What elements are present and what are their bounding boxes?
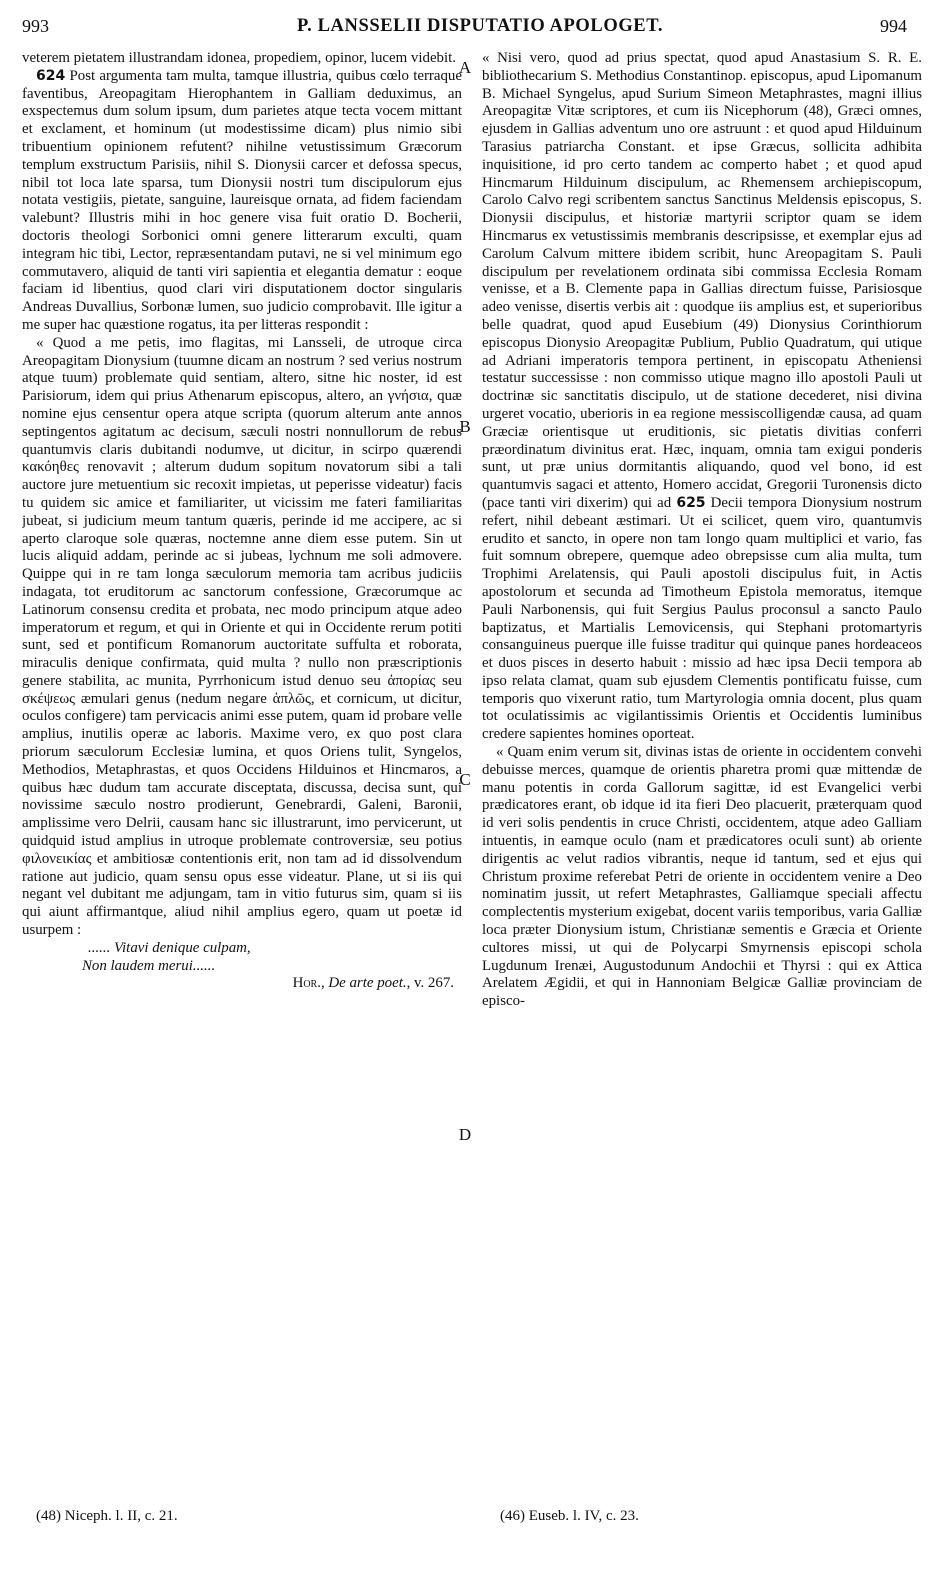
left-paragraph-2-text: Post argumenta tam multa, tamque illustria, quibus cœlo terraque faventibus, Areopagitam Hierophantem in Galliam deduximus, an exspectemus dum solum ipsum, dum parietes atque tecta vocem mittant et exclament, et hominum (ut modestissime dicam) plus nimio sibi tribuentium opinionem refutent? nihilne vetustissimum Græcorum templum exstructum Parisiis, nihil S. Dionysii carcer et defossa specus, nibil tot loca late sparsa, tum Dionysii nostri tum discipulorum ejus notata vestigiis, pietate, sanguine, laureisque ornata, ad fidem faciendam valebunt? Illustris mihi in hoc genere visa fuit oratio D. Bocherii, doctoris theologi Sorbonici omni genere litterarum exculti, quam integram hic tibi, Lector, repræsentandam putavi, ne si vel minimum ego commutavero, aliquid de tanti viri sapientia et elegantia dematur : eoque faciam id libentius, quod clari viri disputationem doctor singularis Andreas Duvallius, Sorbonæ lumen, suo judicio comprobavit. Ille igitur a me super hac quæstione rogatus, ita per litteras respondit : — [22, 67, 462, 333]
verse-line-2: Non laudem merui...... — [82, 957, 216, 974]
margin-letter-a: A — [458, 58, 472, 77]
footnote-left: (48) Niceph. l. II, c. 21. — [36, 1508, 178, 1524]
right-paragraph-1-tail: Decii tempora Dionysium nostrum refert, nihil debeant æstimari. Ut ei scilicet, quem viro, quantumvis erudito et sancto, in opere non tam longo quam multiplici et vario, fas fuit somnum obrepere, quemque adeo obrepsisse cum alia multa, tum Trophimi Arelatensis, qui Pauli apostoli discipulus fuit, in Actis apostolorum et secunda ad Timotheum Epistola memoratus, itemque Pauli Narbonensis, qui fuit Sergius Paulus proconsul a sancto Paulo baptizatus, et Martialis Lemovicensis, qui Stephani protomartyris consanguineus puerque ille fuisse traditur qui quinque panes hordeaceos et duos pisces in deserto habuit : missio ad hæc ipsa Decii tempora ab ipso relata clamat, quam sub ejusdem Clementis pontificatu fuisse, cum temporis quo vixerunt ratio, tum Martyrologia omnia docent, plus quam tot oculatissimis ac vigilantissimis Orientis et Occidentis luminibus credere sapientes homines oporteat. — [482, 494, 922, 743]
left-paragraph-1: veterem pietatem illustrandam idonea, propediem, opinor, lucem videbit. — [22, 50, 456, 66]
verse-line-1: ...... Vitavi denique culpam, — [88, 939, 251, 956]
paragraph-number-625: 625 — [676, 494, 706, 511]
paragraph-number-624: 624 — [36, 67, 66, 84]
right-paragraph-2: « Quam enim verum sit, divinas istas de oriente in occidentem convehi debuisse merces, quamque de orientis pharetra promi quæ mittendæ de manu potentis in corda Gallorum sagittæ, id est Evangelici verbi prædicatores erant, ob idque id ita fieri Deo placuerit, præterquam quod id veri solis pendentis in cruce Christi, occidentem, atque adeo Galliam intuentis, in eamque oculo (nam et prædicatores oculi sunt) ab oriente dirigentis ac velut radios vibrantis, neque id tantum, sed et ejus qui Christum proxime referebat Petri de oriente in occidentem venire a Deo nominatim jussit, ut refert Metaphrastes, Galliamque speciali affectu complectentis mysterium exigebat, docent variis temporibus, varia Galliæ loca præter Dionysium istum, Christianæ sementis e Græcia et Oriente cultores missi, ut qui de Polycarpi Smyrnensis episcopi schola Lugdunum Irenæi, Augustodunum Andochii et Thyrsi : qui ex Attica Arelatem Ægidii, et qui in Hannoniam Belgicæ Galliæ provinciam de episco- — [482, 744, 922, 1010]
verse-citation: Hor., De arte poet., v. 267. — [292, 975, 454, 992]
right-paragraph-1 — [482, 50, 922, 744]
citation-work: De arte poet. — [328, 975, 407, 992]
page-number-right: 994 — [880, 16, 907, 36]
right-paragraph-1-text: « Nisi vero, quod ad prius spectat, quod apud Anastasium S. R. E. bibliothecarium S. Methodius Constantinop. episcopus, apud Lipomanum B. Michael Syngelus, apud Surium Simeon Metaphrastes, magni illius Areopagitæ Vitæ scriptores, et cum iis Nicephorum (48), Græci omnes, ejusdem in Gallias adventum uno ore astruunt : et quod apud Hilduinum Tarasius patriarcha Constant. et ipse Græcus, sollicita adhibita inquisitione, id pro certo tandem ac comperto habet ; et quod apud Hincmarum Hilduinum discipulum, ac Rhemensem archiepiscopum, Carolo Calvo regi scribentem sanctus Sanctinus Meldensis episcopus, S. Dionysii discipulus, et historiæ martyrii scriptor quam se idem Hincmarus ex vetustissimis membranis descripsisse, et exemplar ejus ad Carolum Calvum mittere ibidem scribit, hunc Areopagitam S. Pauli discipulum per revelationem ordinata sibi commissa Ecclesia Romam venisse, et a B. Clemente papa in Gallias directum fuisse, Parisiosque adeo venisse, disertis verbis ait : quodque iis amplius est, et superioribus belle quadrat, quod apud Eusebium (49) Dionysius Corinthiorum episcopus Dionysio Areopagitæ Publium, Publio Quadratum, qui utique ad Adriani imperatoris tempora pertinent, in episcopatu Atheniensi testatur successisse : non commisso utique magno illo apostoli Pauli ut doctrinæ sic sanctitatis discipulo, ut de statione decederet, nisi divina urgeret vocatio, uberioris in ea regione messiscolligendæ causa, ad quam Græciæ orientisque ut eruditionis, sic pietatis divitias conferri præordinatum divinitus erat. Hæc, inquam, omnia tam exigui ponderis sunt, ut præ unius dormitantis aliquando, quod vel bono, id est quantumvis sagaci et attento, Homero accidat, Gregorii Turonensis dicto (pace tanti viri dixerim) qui ad — [482, 50, 922, 511]
left-column — [22, 50, 462, 1482]
left-paragraph-2 — [22, 68, 462, 335]
citation-location: , v. 267. — [406, 975, 454, 992]
margin-letter-c: C — [459, 770, 471, 789]
citation-author: Hor. — [292, 975, 321, 992]
margin-letter-d: D — [458, 1125, 472, 1144]
page-number-left: 993 — [22, 16, 49, 36]
running-head — [0, 14, 949, 44]
right-column — [482, 50, 922, 1482]
left-paragraph-3: « Quod a me petis, imo flagitas, mi Lansseli, de utroque circa Areopagitam Dionysium (tuumne dicam an nostrum ? sed verius nostrum atque tuum) problemate quid sentiam, altero, sitne hic noster, id est Parisiorum, idem qui prius Athenarum episcopus, altero, an γνήσια, quæ nomine ejus censentur opera atque scripta (quorum alterum ante annos septingentos agitatum ac decisum, sæculi nostri nonnullorum de rebus quantumvis claris dubitandi nodumve, ut dicitur, in scirpo quærendi κακόηθες renovavit ; alterum dudum sopitum novatorum sibi a tali auctore jure metuentium sic recoxit impietas, ut peperisse videatur) facis tu quidem sic amice et familiariter, ut vicissim me fateri familiaritas jubeat, si judicium meum tantum quæris, perinde id me accipere, ac si aperto claroque sole quæras, noctemne anne diem esse putem. Sin ut lucis aliquid addam, perinde ac si jubeas, lychnum me soli admovere. Quippe qui in re tam longa sæculorum memoria tam acribus judiciis indagata, tot eruditorum ac sanctorum confessione, Græcorumque ac Latinorum consensu credita et probata, nec modo principum atque adeo imperatorum et regum, et qui in Oriente et qui in Occidente rerum potiti sunt, sed et pontificum Romanorum auctoritate suffulta et roborata, miraculis denique confirmata, quid multa ? nullo non præscriptionis genere stabilita, ac munita, Pyrrhonicum istud denuo seu ἀπορίας seu σκέψεως æmulari genus (nedum negare ἁπλῶς, et cornicum, ut dicitur, oculos configere) tam pervicacis animi esse putem, quam id probare velle amplius, inutilis operæ ac laboris. Maxime vero, ex quo post clara priorum sæculorum Ecclesiæ lumina, et quos Oriens tulit, Syngelos, Methodios, Metaphrastas, et quos Occidens Hilduinos et Hincmaros, a quibus hæc dudum tam accurate disceptata, discussa, decisa sunt, qui novissime sæculo nostro prodierunt, Genebrardi, Galeni, Baronii, amplissime vero Delrii, causam hanc sic illustrarunt, imo pervicerunt, ut quidquid istud amplius in utroque problemate controversiæ, seu potius φιλονεικίας et ambitiosæ contentionis erit, non tam ad id dissolvendum ratione aut judicio, quam sensu opus esse videatur. Plane, ut si iis qui negant vel dubitant me adjungam, tam in vitio futurus sim, quam si iis qui aiunt affirmantque, aliud nihil amplius egero, quam ut poetæ id usurpem : — [22, 334, 462, 939]
margin-letter-b: B — [459, 417, 471, 436]
running-title: P. LANSSELII DISPUTATIO APOLOGET. — [296, 16, 664, 36]
footnote-right: (46) Euseb. l. IV, c. 23. — [500, 1508, 639, 1524]
